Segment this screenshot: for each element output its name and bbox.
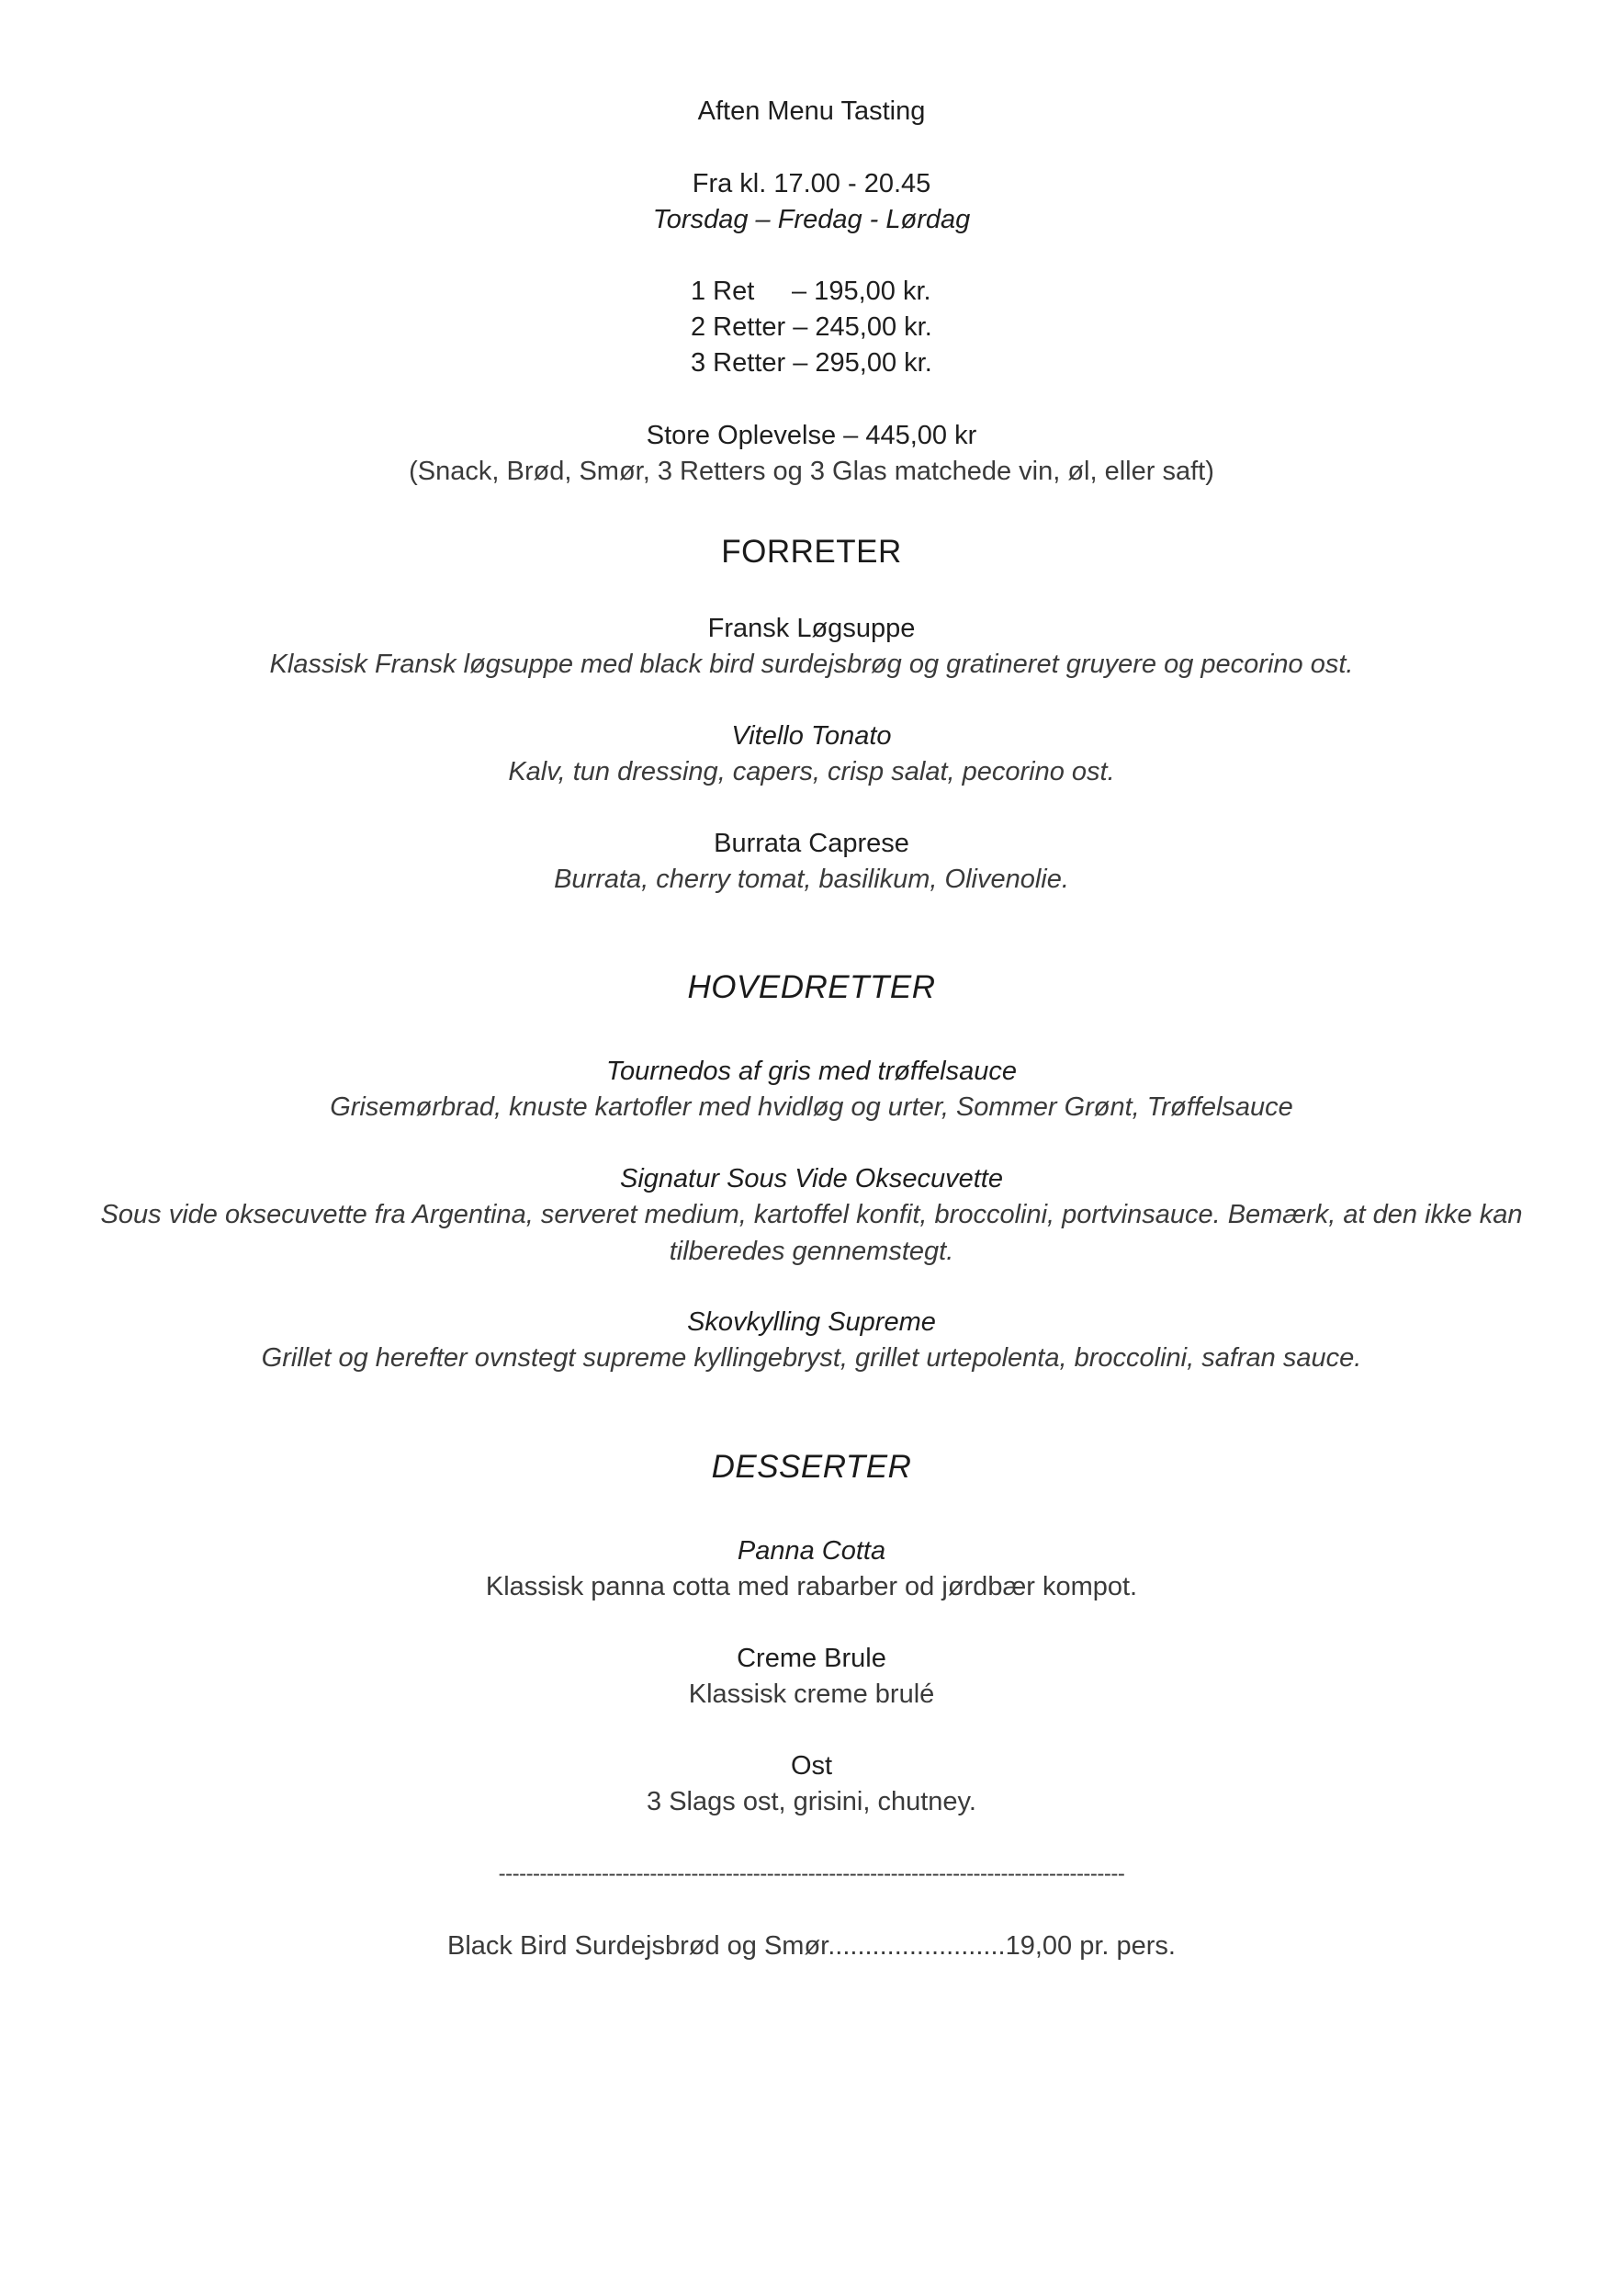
dish-description: Kalv, tun dressing, capers, crisp salat, pecorino ost.: [508, 757, 1115, 786]
course-count: 1 Ret: [691, 277, 755, 306]
dish-name: Signatur Sous Vide Oksecuvette: [620, 1164, 1003, 1193]
course-price: – 295,00 kr.: [793, 348, 932, 378]
dashed-divider: -------------------------------------------------------------------------------------------: [498, 1861, 1125, 1886]
price-row: [691, 273, 931, 310]
experience-details: (Snack, Brød, Smør, 3 Retters og 3 Glas matchede vin, øl, eller saft): [409, 457, 1214, 486]
experience-title: Store Oplevelse – 445,00 kr: [646, 421, 977, 450]
opening-hours: Fra kl. 17.00 - 20.45: [692, 169, 931, 198]
dish-name: Creme Brule: [737, 1644, 886, 1673]
dish-name: Fransk Løgsuppe: [707, 614, 916, 643]
dish-description: Klassisk panna cotta med rabarber od jørdbær kompot.: [485, 1572, 1138, 1601]
dish-description: Grillet og herefter ovnstegt supreme kyllingebryst, grillet urtepolenta, broccolini, safran sauce.: [261, 1343, 1362, 1373]
dish-name: Burrata Caprese: [714, 829, 909, 858]
dish-name: Skovkylling Supreme: [687, 1307, 936, 1337]
section-heading-forretter: FORRETER: [721, 534, 902, 570]
course-price: – 245,00 kr.: [793, 312, 932, 342]
dish-name: Tournedos af gris med trøffelsauce: [605, 1057, 1018, 1086]
dish-description: 3 Slags ost, grisini, chutney.: [647, 1787, 976, 1816]
dish-description: Klassisk Fransk løgsuppe med black bird surdejsbrøg og gratineret gruyere og pecorino ost.: [269, 650, 1354, 679]
section-heading-desserter: DESSERTER: [711, 1449, 912, 1485]
menu-title: Aften Menu Tasting: [697, 96, 926, 126]
dish-description: Grisemørbrad, knuste kartofler med hvidløg og urter, Sommer Grønt, Trøffelsauce: [330, 1092, 1293, 1122]
course-count: 3 Retter: [691, 348, 786, 378]
dish-description: Burrata, cherry tomat, basilikum, Olivenolie.: [554, 865, 1069, 894]
dish-description: Sous vide oksecuvette fra Argentina, serveret medium, kartoffel konfit, broccolini, portvinsauce. Bemærk, at den ikke kan tilberedes gennemstegt.: [100, 1200, 1523, 1266]
price-row: [691, 345, 932, 381]
dish-name: Vitello Tonato: [731, 721, 892, 751]
bread-price-line: Black Bird Surdejsbrød og Smør........................19,00 pr. pers.: [447, 1931, 1176, 1961]
dish-name: Ost: [790, 1751, 833, 1781]
course-count: 2 Retter: [691, 312, 786, 342]
dish-description: Klassisk creme brulé: [688, 1680, 935, 1709]
section-heading-hovedretter: HOVEDRETTER: [687, 969, 936, 1005]
price-row: [691, 309, 932, 345]
opening-days: Torsdag – Fredag - Lørdag: [652, 205, 971, 234]
course-price: – 195,00 kr.: [792, 277, 931, 306]
dish-name: Panna Cotta: [737, 1536, 886, 1566]
